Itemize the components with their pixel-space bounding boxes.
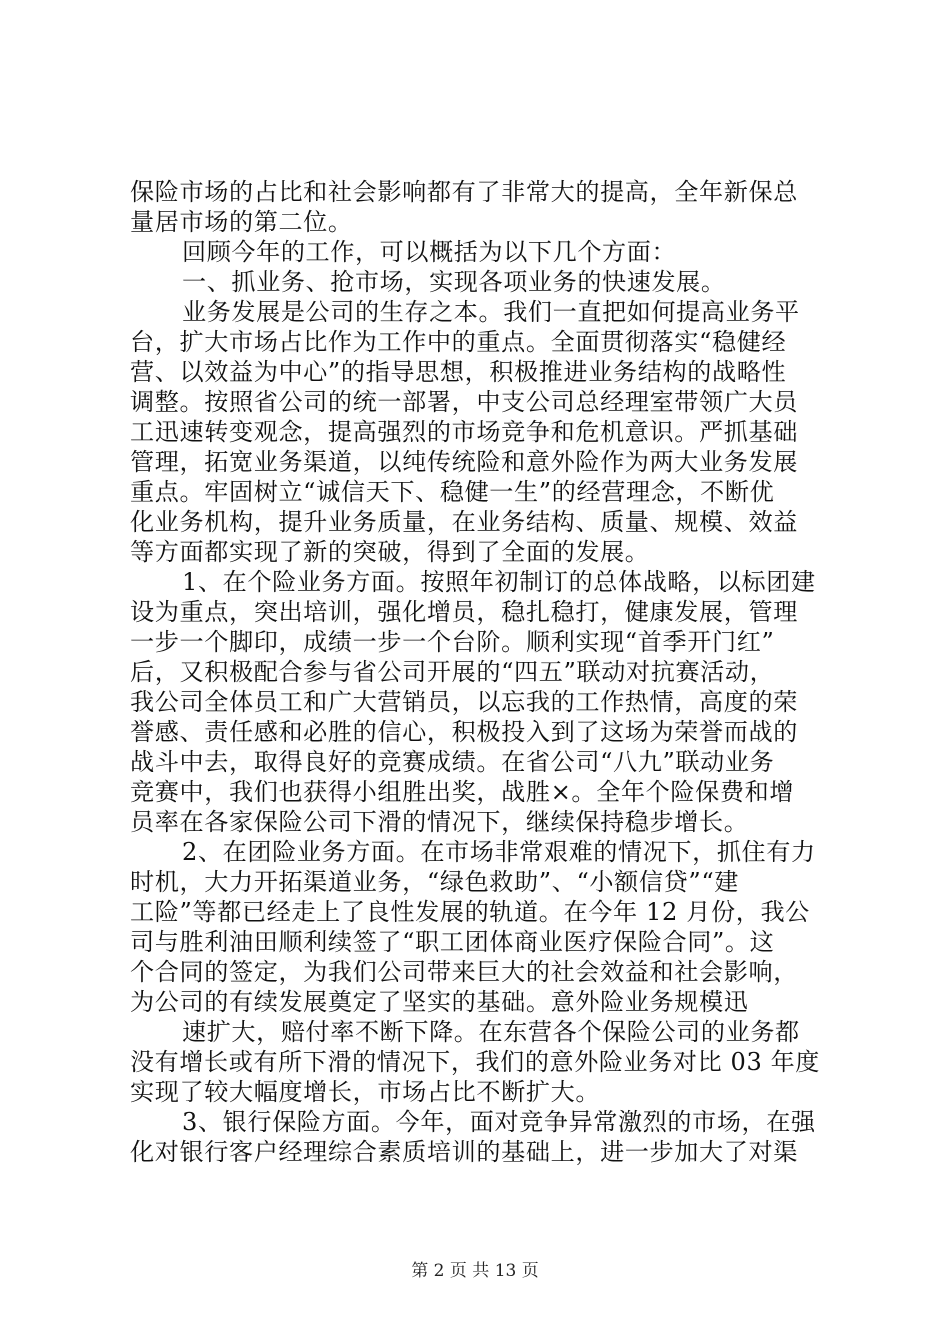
text-line: 等方面都实现了新的突破，得到了全面的发展。 bbox=[130, 538, 650, 566]
text-line: 个合同的签定，为我们公司带来巨大的社会效益和社会影响， bbox=[130, 958, 798, 986]
text-line: 业务发展是公司的生存之本。我们一直把如何提高业务平 bbox=[182, 298, 800, 326]
text-line: 1、在个险业务方面。按照年初制订的总体战略，以标团建 bbox=[182, 568, 816, 596]
text-line: 竞赛中，我们也获得小组胜出奖，战胜×。全年个险保费和增 bbox=[130, 778, 795, 806]
text-line: 设为重点，突出培训，强化增员，稳扎稳打，健康发展，管理 bbox=[130, 598, 798, 626]
text-line: 为公司的有续发展奠定了坚实的基础。意外险业务规模迅 bbox=[130, 988, 749, 1016]
text-line: 速扩大，赔付率不断下降。在东营各个保险公司的业务都 bbox=[182, 1018, 800, 1046]
text-line: 一步一个脚印，成绩一步一个台阶。顺利实现“首季开门红” bbox=[130, 628, 775, 656]
text-line: 一、抓业务、抢市场，实现各项业务的快速发展。 bbox=[182, 268, 726, 296]
text-line: 后，又积极配合参与省公司开展的“四五”联动对抗赛活动， bbox=[130, 658, 775, 686]
text-line: 我公司全体员工和广大营销员，以忘我的工作热情，高度的荣 bbox=[130, 688, 798, 716]
text-line: 实现了较大幅度增长，市场占比不断扩大。 bbox=[130, 1078, 601, 1106]
text-line: 时机，大力开拓渠道业务，“绿色救助”、“小额信贷”“建 bbox=[130, 868, 739, 896]
text-line: 工险”等都已经走上了良性发展的轨道。在今年 12 月份，我公 bbox=[130, 898, 810, 926]
text-line: 重点。牢固树立“诚信天下、稳健一生”的经营理念，不断优 bbox=[130, 478, 775, 506]
text-line: 化业务机构，提升业务质量，在业务结构、质量、规模、效益 bbox=[130, 508, 798, 536]
text-line: 回顾今年的工作，可以概括为以下几个方面： bbox=[182, 238, 677, 266]
text-line: 战斗中去，取得良好的竞赛成绩。在省公司“八九”联动业务 bbox=[130, 748, 775, 776]
text-line: 管理，拓宽业务渠道，以纯传统险和意外险作为两大业务发展 bbox=[130, 448, 798, 476]
text-line: 誉感、责任感和必胜的信心，积极投入到了这场为荣誉而战的 bbox=[130, 718, 798, 746]
text-line: 台，扩大市场占比作为工作中的重点。全面贯彻落实“稳健经 bbox=[130, 328, 787, 356]
text-line: 化对银行客户经理综合素质培训的基础上，进一步加大了对渠 bbox=[130, 1138, 798, 1166]
text-line: 没有增长或有所下滑的情况下，我们的意外险业务对比 03 年度 bbox=[130, 1048, 820, 1076]
text-line: 调整。按照省公司的统一部署，中支公司总经理室带领广大员 bbox=[130, 388, 798, 416]
text-line: 营、以效益为中心”的指导思想，积极推进业务结构的战略性 bbox=[130, 358, 787, 386]
text-line: 3、银行保险方面。今年，面对竞争异常激烈的市场，在强 bbox=[182, 1108, 816, 1136]
text-line: 2、在团险业务方面。在市场非常艰难的情况下，抓住有力 bbox=[182, 838, 816, 866]
document-body bbox=[130, 177, 830, 1167]
text-line: 量居市场的第二位。 bbox=[130, 208, 353, 236]
text-line: 司与胜利油田顺利续签了“职工团体商业医疗保险合同”。这 bbox=[130, 928, 775, 956]
text-line: 员率在各家保险公司下滑的情况下，继续保持稳步增长。 bbox=[130, 808, 749, 836]
text-line: 工迅速转变观念，提高强烈的市场竞争和危机意识。严抓基础 bbox=[130, 418, 798, 446]
page-footer: 第 2 页 共 13 页 bbox=[411, 1261, 539, 1281]
text-line: 保险市场的占比和社会影响都有了非常大的提高，全年新保总 bbox=[130, 178, 798, 206]
